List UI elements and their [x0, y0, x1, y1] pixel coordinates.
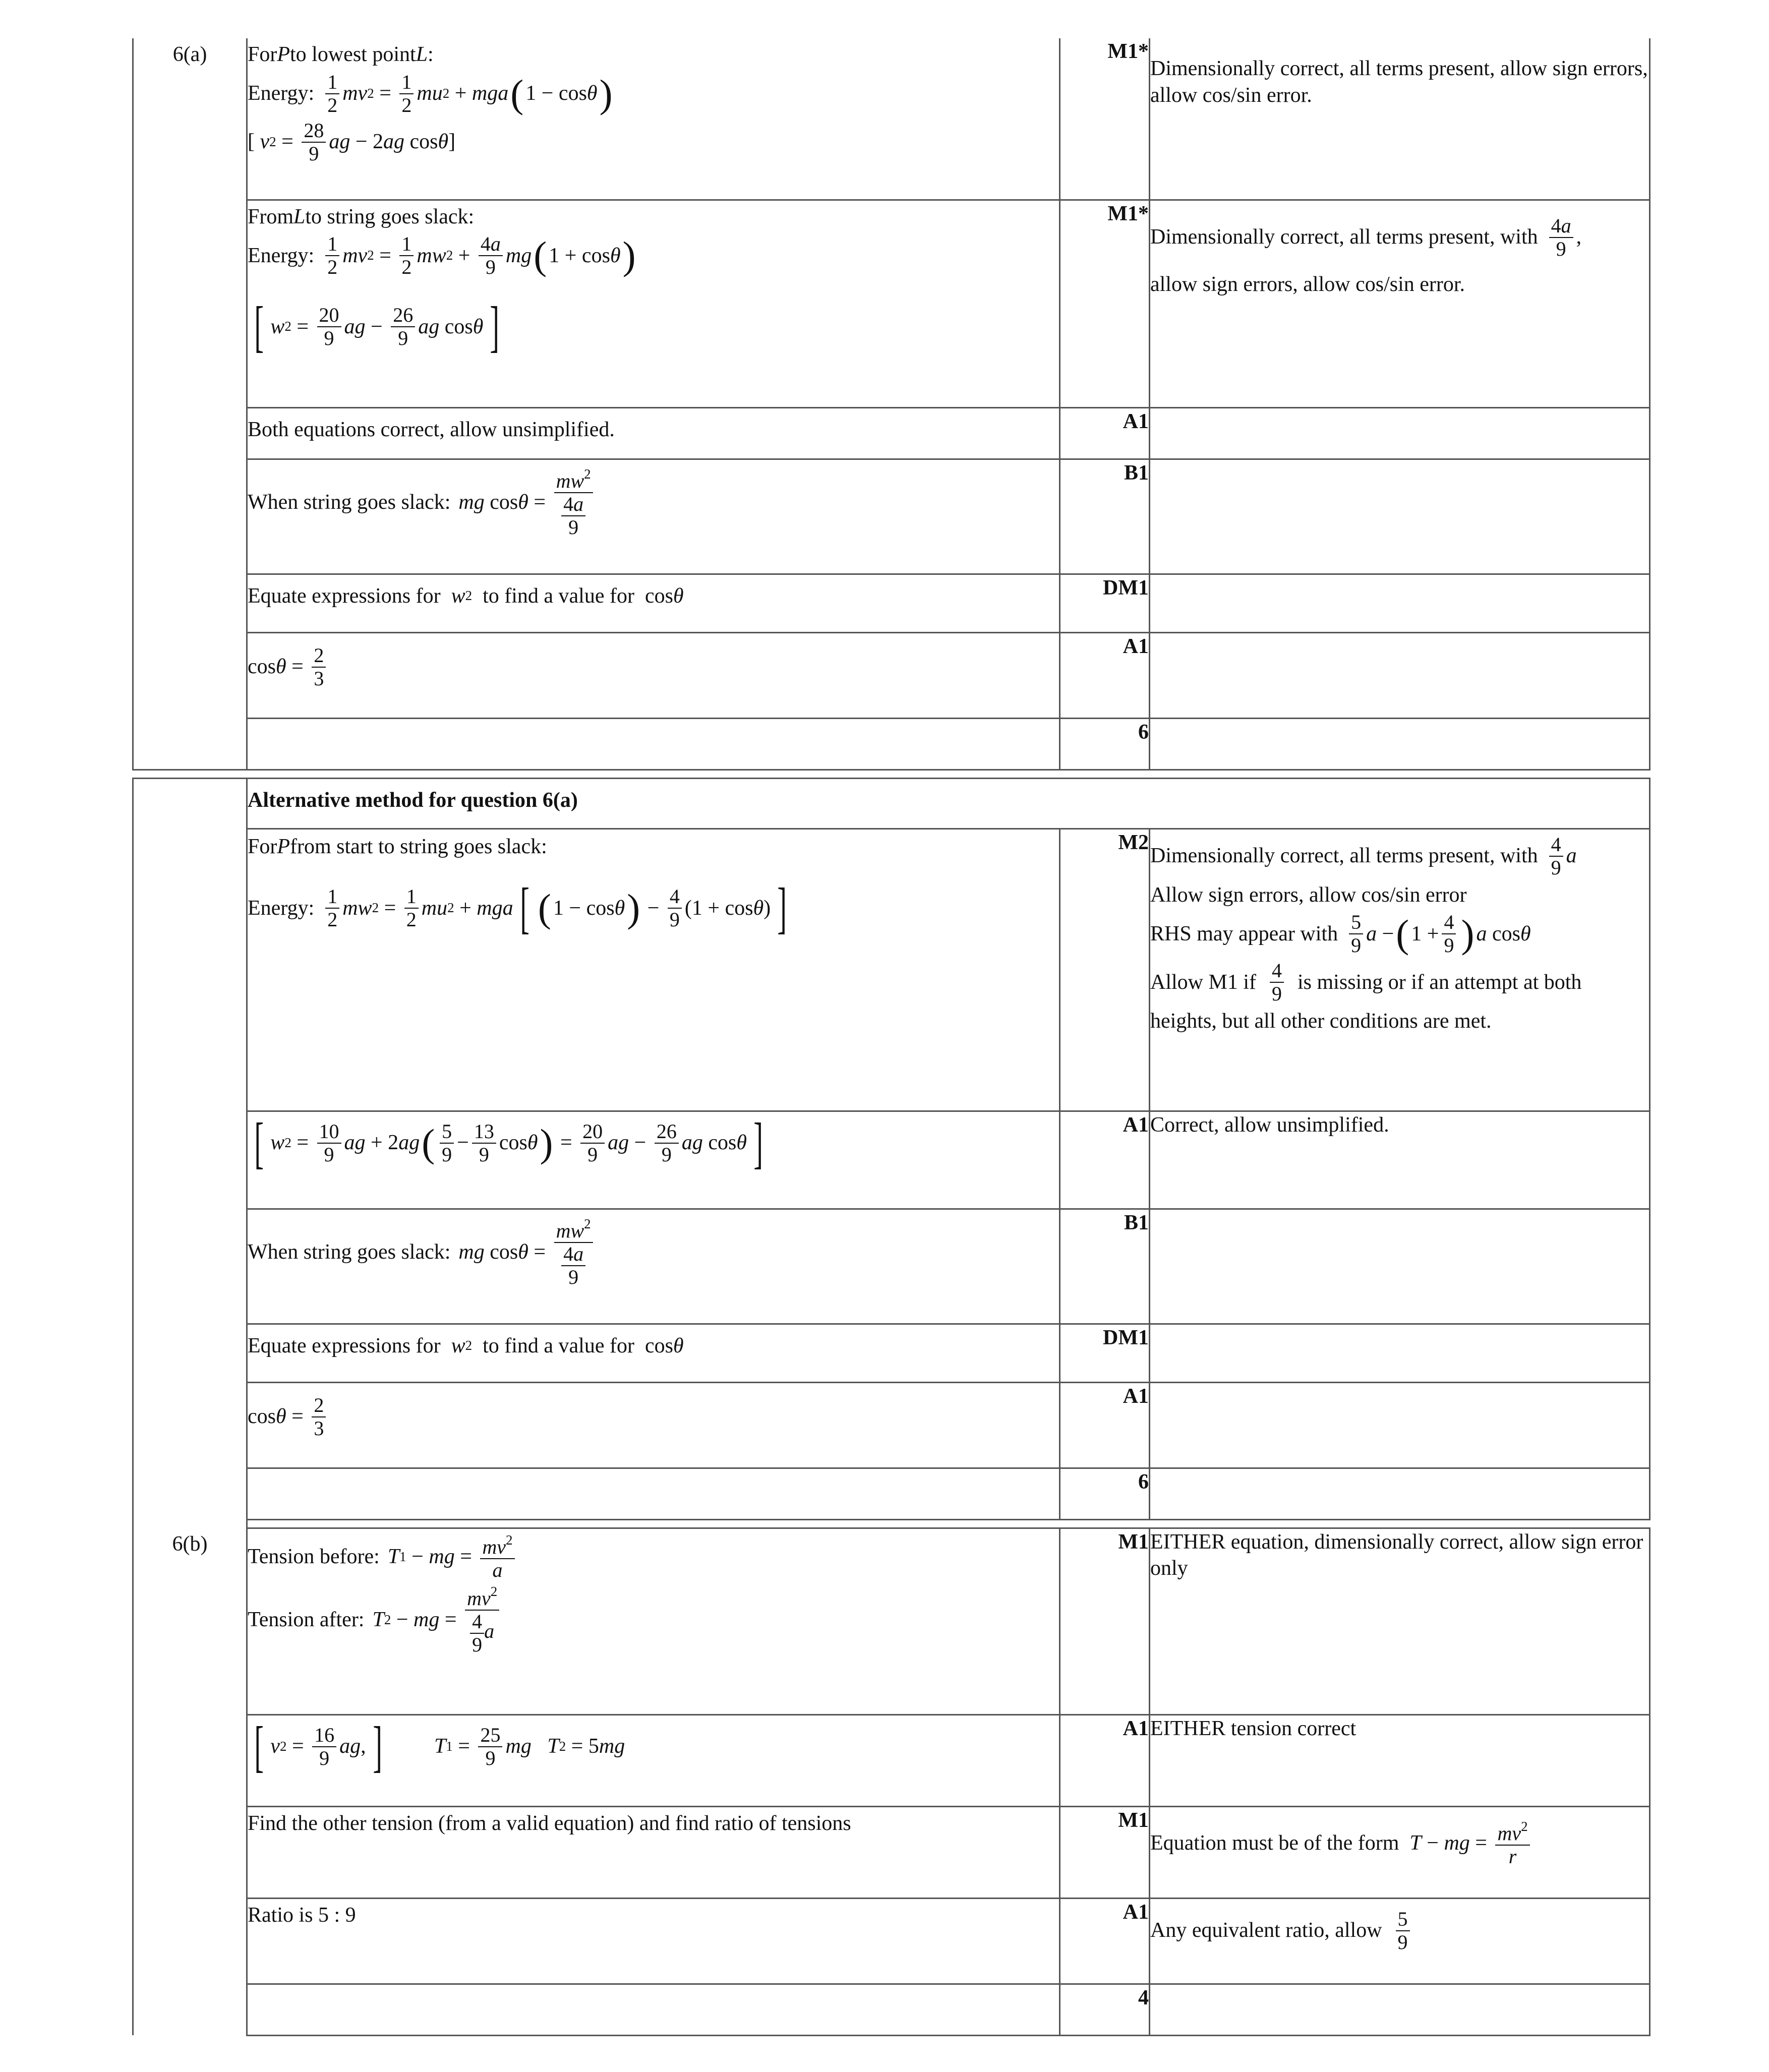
- guidance-cell: [1150, 1209, 1650, 1324]
- question-number-6b: 6(b): [133, 1528, 247, 2035]
- answer-cell: Equate expressions for w 2 to find a value for cos θ: [247, 574, 1060, 632]
- mark-cell: A1: [1060, 1714, 1150, 1806]
- v-squared-result: [ v 2 = 28 9 ag − 2 ag cos θ ]: [248, 119, 456, 165]
- alternative-heading: Alternative method for question 6(a): [247, 778, 1650, 828]
- mark-cell: B1: [1060, 1209, 1150, 1324]
- mark-cell: A1: [1060, 632, 1150, 718]
- mark-cell: B1: [1060, 459, 1150, 574]
- mark-cell: A1: [1060, 407, 1150, 459]
- w-squared-result: [ w 2 = 20 9 ag − 26 9 ag cos θ ]: [254, 295, 500, 358]
- row-alt-cos-result: [133, 1382, 1650, 1468]
- energy-equation: Energy: 1 2 mw 2 = 1 2 mu 2 + mga [ ( 1 − cos θ ) − 4 9 (1 + cos θ ) ]: [248, 877, 787, 939]
- mark-cell: DM1: [1060, 1324, 1150, 1382]
- guidance-cell: EITHER tension correct: [1150, 1714, 1650, 1806]
- mark-cell: DM1: [1060, 574, 1150, 632]
- row-alt-slack-condition: [133, 1209, 1650, 1324]
- guidance-cell: Any equivalent ratio, allow 5 9: [1150, 1898, 1650, 1984]
- mark-cell: M1: [1060, 1806, 1150, 1898]
- row-6a-slack-condition: [133, 459, 1650, 574]
- guidance-cell: Dimensionally correct, all terms present, with 4 9 a Allow sign errors, allow cos/sin error RHS may appear with 5 9 a − ( 1 + 4 9 ) a cos θ Allow M1 if 4 9 is missing or if an attempt at both heights, but all other conditions are met.: [1150, 828, 1650, 1111]
- answer-cell: Equate expressions for w 2 to find a value for cos θ: [247, 1324, 1060, 1382]
- row-6b-tensions: [133, 1528, 1650, 1714]
- total-mark: 4: [1060, 1984, 1150, 2035]
- guidance-cell: [1150, 1382, 1650, 1468]
- mark-cell: A1: [1060, 1111, 1150, 1209]
- answer-cell: [247, 1984, 1060, 2035]
- row-6a-cos-result: [133, 632, 1650, 718]
- mark-cell: A1: [1060, 1382, 1150, 1468]
- guidance-cell: [1150, 1324, 1650, 1382]
- row-alt-w-squared: [133, 1111, 1650, 1209]
- guidance-cell: Dimensionally correct, all terms present, with 4a 9 , allow sign errors, allow cos/sin error.: [1150, 200, 1650, 407]
- answer-cell: Both equations correct, allow unsimplified.: [247, 407, 1060, 459]
- energy-equation: Energy: 1 2 mv 2 = 1 2 mu 2 + mga ( 1 − cos θ ): [248, 70, 613, 116]
- answer-cell: Ratio is 5 : 9: [247, 1898, 1060, 1984]
- separator: [133, 769, 1650, 778]
- answer-cell: [247, 718, 1060, 769]
- row-6a-both-correct: [133, 407, 1650, 459]
- answer-cell: [247, 1528, 1060, 1714]
- answer-cell: When string goes slack: mg cos θ = $mw^2$ $\frac{4a}{9}$: [247, 1209, 1060, 1324]
- guidance-cell: [1150, 407, 1650, 459]
- row-6a-total: [133, 718, 1650, 769]
- row-6b-ratio: [133, 1898, 1650, 1984]
- mark-cell: M1*: [1060, 200, 1150, 407]
- row-6a-equate: [133, 574, 1650, 632]
- energy-equation: Energy: 1 2 mv 2 = 1 2 mw 2 + 4a 9 mg ( 1 + cos θ ): [248, 232, 636, 278]
- answer-cell: When string goes slack: mg cos θ = $mw^2$ $\frac{4a}{9}$: [247, 459, 1060, 574]
- guidance-cell: [1150, 1984, 1650, 2035]
- row-6b-ratio-method: [133, 1806, 1650, 1898]
- tension-after: Tension after: T 2 − mg = $mv^2$ $\frac{4}{9}$ a: [248, 1584, 1059, 1656]
- row-alt-total: [133, 1468, 1650, 1519]
- answer-cell: cos θ = 2 3: [247, 1382, 1060, 1468]
- tension-before: Tension before: T 1 − mg = $mv^2$ a: [248, 1533, 1059, 1581]
- row-6b-total: [133, 1984, 1650, 2035]
- total-mark: 6: [1060, 1468, 1150, 1519]
- row-alt-equate: [133, 1324, 1650, 1382]
- guidance-cell: [1150, 459, 1650, 574]
- answer-cell: [ w 2 = 10 9 ag + 2 ag ( 5 9 − 13 9 cos θ ) = 20 9 ag − 26 9 ag cos θ ]: [247, 1111, 1060, 1209]
- guidance-cell: EITHER equation, dimensionally correct, allow sign error only: [1150, 1528, 1650, 1714]
- question-number-alt: [133, 778, 247, 1528]
- row-alt-heading: [133, 778, 1650, 828]
- answer-cell: For P to lowest point L : Energy: 1 2 mv 2 = 1 2 mu 2 + mga ( 1 − cos θ ) [ v 2 = 28 9 ag − 2 ag cos θ ]: [247, 38, 1060, 200]
- question-number-6a: 6(a): [133, 38, 247, 769]
- mark-cell: M2: [1060, 828, 1150, 1111]
- mark-cell: A1: [1060, 1898, 1150, 1984]
- row-alt-energy: [133, 828, 1650, 1111]
- guidance-cell: [1150, 574, 1650, 632]
- answer-cell: [ v 2 = 16 9 ag , ] T 1 = 25 9 mg T 2 = 5 mg: [247, 1714, 1060, 1806]
- answer-cell: cos θ = 2 3: [247, 632, 1060, 718]
- guidance-cell: [1150, 632, 1650, 718]
- mark-cell: M1: [1060, 1528, 1150, 1714]
- answer-cell: Find the other tension (from a valid equation) and find ratio of tensions: [247, 1806, 1060, 1898]
- answer-cell: [247, 1468, 1060, 1519]
- mark-cell: M1*: [1060, 38, 1150, 200]
- guidance-cell: [1150, 1468, 1650, 1519]
- answer-cell: From L to string goes slack: Energy: 1 2 mv 2 = 1 2 mw 2 + 4a 9 mg ( 1 + cos θ ) [ w 2 = 20 9 ag − 26 9 ag cos θ ]: [247, 200, 1060, 407]
- row-6b-results: [133, 1714, 1650, 1806]
- guidance-cell: Correct, allow unsimplified.: [1150, 1111, 1650, 1209]
- total-mark: 6: [1060, 718, 1150, 769]
- guidance-cell: Dimensionally correct, all terms present, allow sign errors, allow cos/sin error.: [1150, 38, 1650, 200]
- separator: [133, 1519, 1650, 1528]
- row-6a-energy-lowest: [133, 38, 1650, 200]
- answer-cell: For P from start to string goes slack: Energy: 1 2 mw 2 = 1 2 mu 2 + mga [ ( 1 − cos θ ) − 4 9 (1 + cos θ ) ]: [247, 828, 1060, 1111]
- mark-scheme-table: [132, 38, 1650, 2036]
- guidance-cell: [1150, 718, 1650, 769]
- guidance-cell: Equation must be of the form T − mg = $mv^2$ r: [1150, 1806, 1650, 1898]
- row-6a-energy-slack: [133, 200, 1650, 407]
